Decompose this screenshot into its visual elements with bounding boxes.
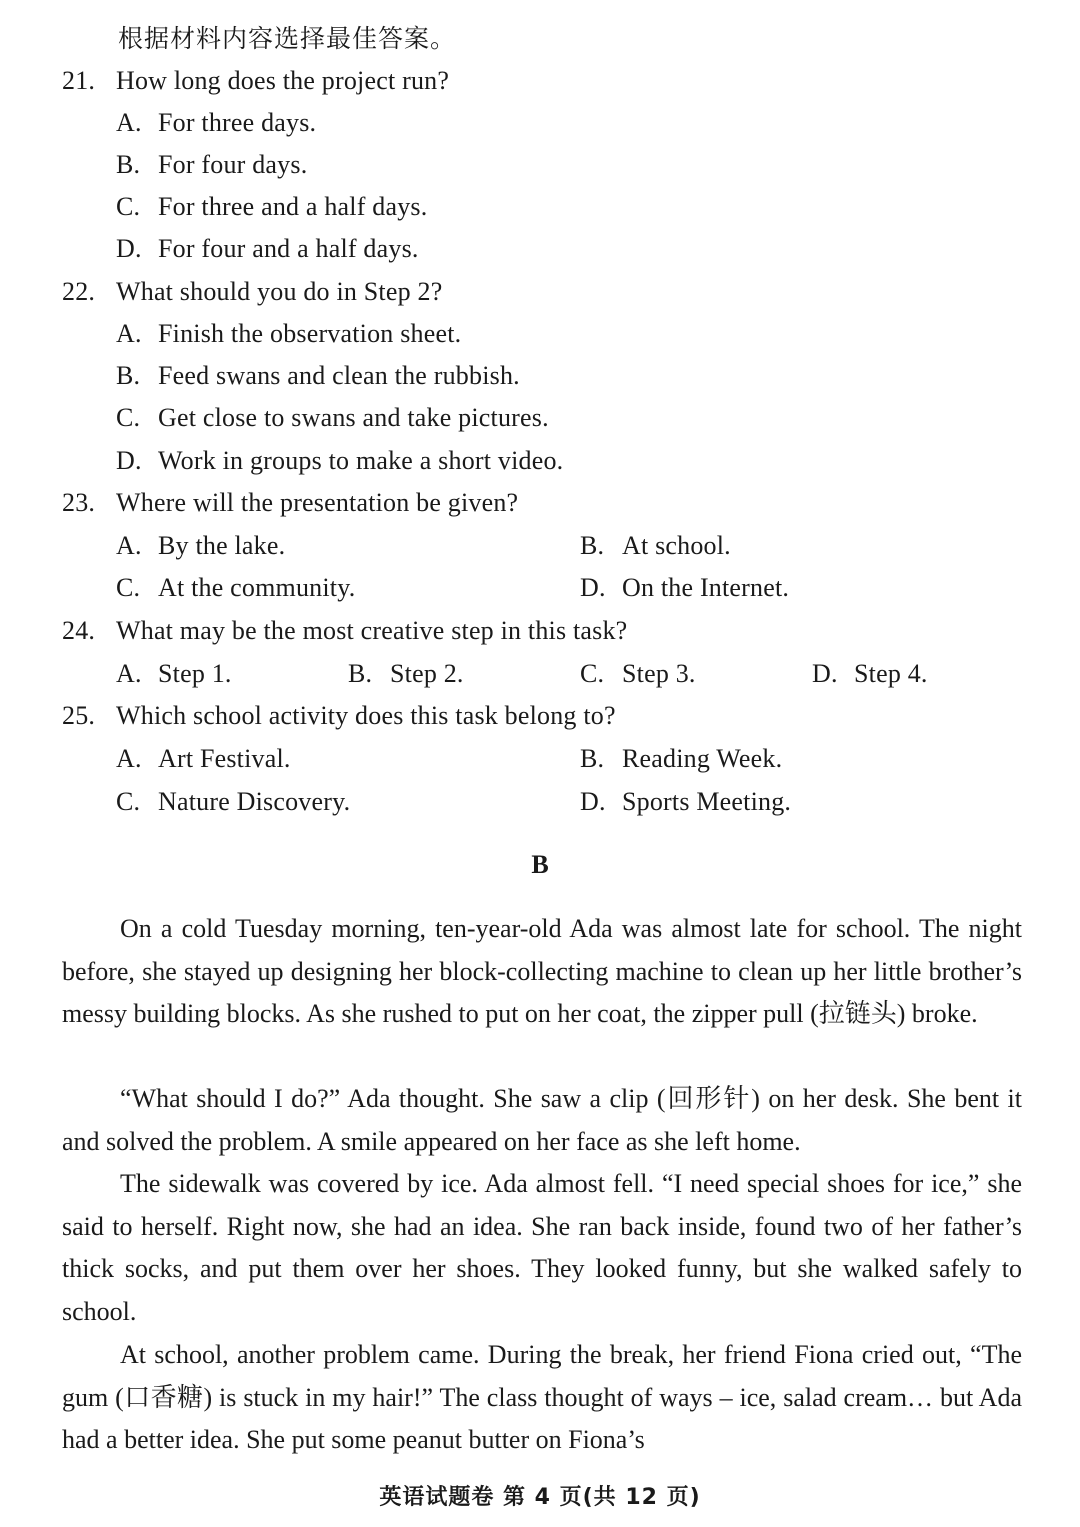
option-letter: B. <box>116 361 141 390</box>
option-21-a <box>116 106 316 140</box>
option-letter: D. <box>580 787 606 816</box>
question-25 <box>62 699 616 733</box>
option-letter: D. <box>116 234 142 263</box>
option-24-d <box>812 657 928 691</box>
passage-paragraph-3 <box>62 1163 1022 1333</box>
question-22 <box>62 275 442 309</box>
option-21-d <box>116 232 419 266</box>
option-text: Reading Week. <box>622 744 783 773</box>
option-letter: D. <box>580 573 606 602</box>
instruction-text: 根据材料内容选择最佳答案。 <box>118 24 457 53</box>
paragraph-text: At school, another problem came. During the break, her friend Fiona cried out, “The gum (口香糖) is stuck in my hair!” The class thought of ways – ice, salad cream… but Ada had a better idea. She put some peanut butter on Fiona’s <box>62 1340 1022 1455</box>
question-text: What should you do in Step 2? <box>116 277 443 306</box>
option-text: Step 1. <box>158 659 232 688</box>
option-text: Step 4. <box>854 659 928 688</box>
option-24-a <box>116 657 232 691</box>
option-letter: A. <box>116 744 142 773</box>
option-text: At school. <box>622 531 731 560</box>
option-text: For three and a half days. <box>158 192 428 221</box>
question-24 <box>62 614 627 648</box>
option-25-d <box>580 785 791 819</box>
option-24-c <box>580 657 696 691</box>
passage-paragraph-2 <box>62 1078 1022 1163</box>
option-letter: C. <box>116 787 141 816</box>
passage-paragraph-1 <box>62 908 1022 1036</box>
option-letter: B. <box>580 744 605 773</box>
option-text: Work in groups to make a short video. <box>158 446 564 475</box>
option-letter: D. <box>812 659 838 688</box>
option-23-b <box>580 529 731 563</box>
option-22-d <box>116 444 563 478</box>
option-letter: C. <box>580 659 605 688</box>
option-22-c <box>116 401 549 435</box>
question-text: Where will the presentation be given? <box>116 488 519 517</box>
option-letter: A. <box>116 319 142 348</box>
option-text: Finish the observation sheet. <box>158 319 462 348</box>
question-text: What may be the most creative step in this task? <box>116 616 628 645</box>
option-text: By the lake. <box>158 531 286 560</box>
option-letter: A. <box>116 108 142 137</box>
option-letter: C. <box>116 403 141 432</box>
option-text: Art Festival. <box>158 744 291 773</box>
option-23-d <box>580 571 789 605</box>
option-letter: B. <box>348 659 373 688</box>
option-text: For three days. <box>158 108 317 137</box>
option-text: At the community. <box>158 573 356 602</box>
option-25-c <box>116 785 350 819</box>
question-number: 25. <box>62 701 96 730</box>
option-23-a <box>116 529 285 563</box>
page-footer: 英语试题卷 第 4 页(共 12 页) <box>379 1485 701 1510</box>
option-letter: A. <box>116 659 142 688</box>
option-24-b <box>348 657 464 691</box>
option-text: Get close to swans and take pictures. <box>158 403 549 432</box>
option-text: Step 2. <box>390 659 464 688</box>
question-number: 21. <box>62 66 96 95</box>
option-text: Sports Meeting. <box>622 787 792 816</box>
paragraph-text: The sidewalk was covered by ice. Ada almost fell. “I need special shoes for ice,” she said to herself. Right now, she had an idea. She ran back inside, found two of her father’s thick socks, and put them over her shoes. They looked funny, but she walked safely to school. <box>62 1169 1022 1326</box>
option-21-b <box>116 148 307 182</box>
question-text: How long does the project run? <box>116 66 450 95</box>
option-text: Nature Discovery. <box>158 787 351 816</box>
option-text: For four days. <box>158 150 308 179</box>
question-number: 24. <box>62 616 96 645</box>
passage-paragraph-4 <box>62 1334 1022 1462</box>
option-letter: B. <box>116 150 141 179</box>
option-letter: C. <box>116 192 141 221</box>
section-title: B <box>531 850 549 879</box>
option-21-c <box>116 190 427 224</box>
question-21 <box>62 64 449 98</box>
question-number: 22. <box>62 277 96 306</box>
option-text: On the Internet. <box>622 573 790 602</box>
paragraph-text: On a cold Tuesday morning, ten-year-old Ada was almost late for school. The night before, she stayed up designing her block-collecting machine to clean up her little brother’s messy building blocks. As she rushed to put on her coat, the zipper pull (拉链头) broke. <box>62 914 1022 1029</box>
option-text: Step 3. <box>622 659 696 688</box>
option-letter: B. <box>580 531 605 560</box>
option-letter: D. <box>116 446 142 475</box>
option-25-a <box>116 742 291 776</box>
option-letter: A. <box>116 531 142 560</box>
paragraph-text: “What should I do?” Ada thought. She saw a clip (回形针) on her desk. She bent it and solved the problem. A smile appeared on her face as she left home. <box>62 1084 1022 1156</box>
option-letter: C. <box>116 573 141 602</box>
option-22-b <box>116 359 520 393</box>
option-text: For four and a half days. <box>158 234 419 263</box>
option-text: Feed swans and clean the rubbish. <box>158 361 520 390</box>
option-23-c <box>116 571 355 605</box>
question-text: Which school activity does this task belong to? <box>116 701 616 730</box>
option-22-a <box>116 317 461 351</box>
question-23 <box>62 486 518 520</box>
question-number: 23. <box>62 488 96 517</box>
option-25-b <box>580 742 782 776</box>
